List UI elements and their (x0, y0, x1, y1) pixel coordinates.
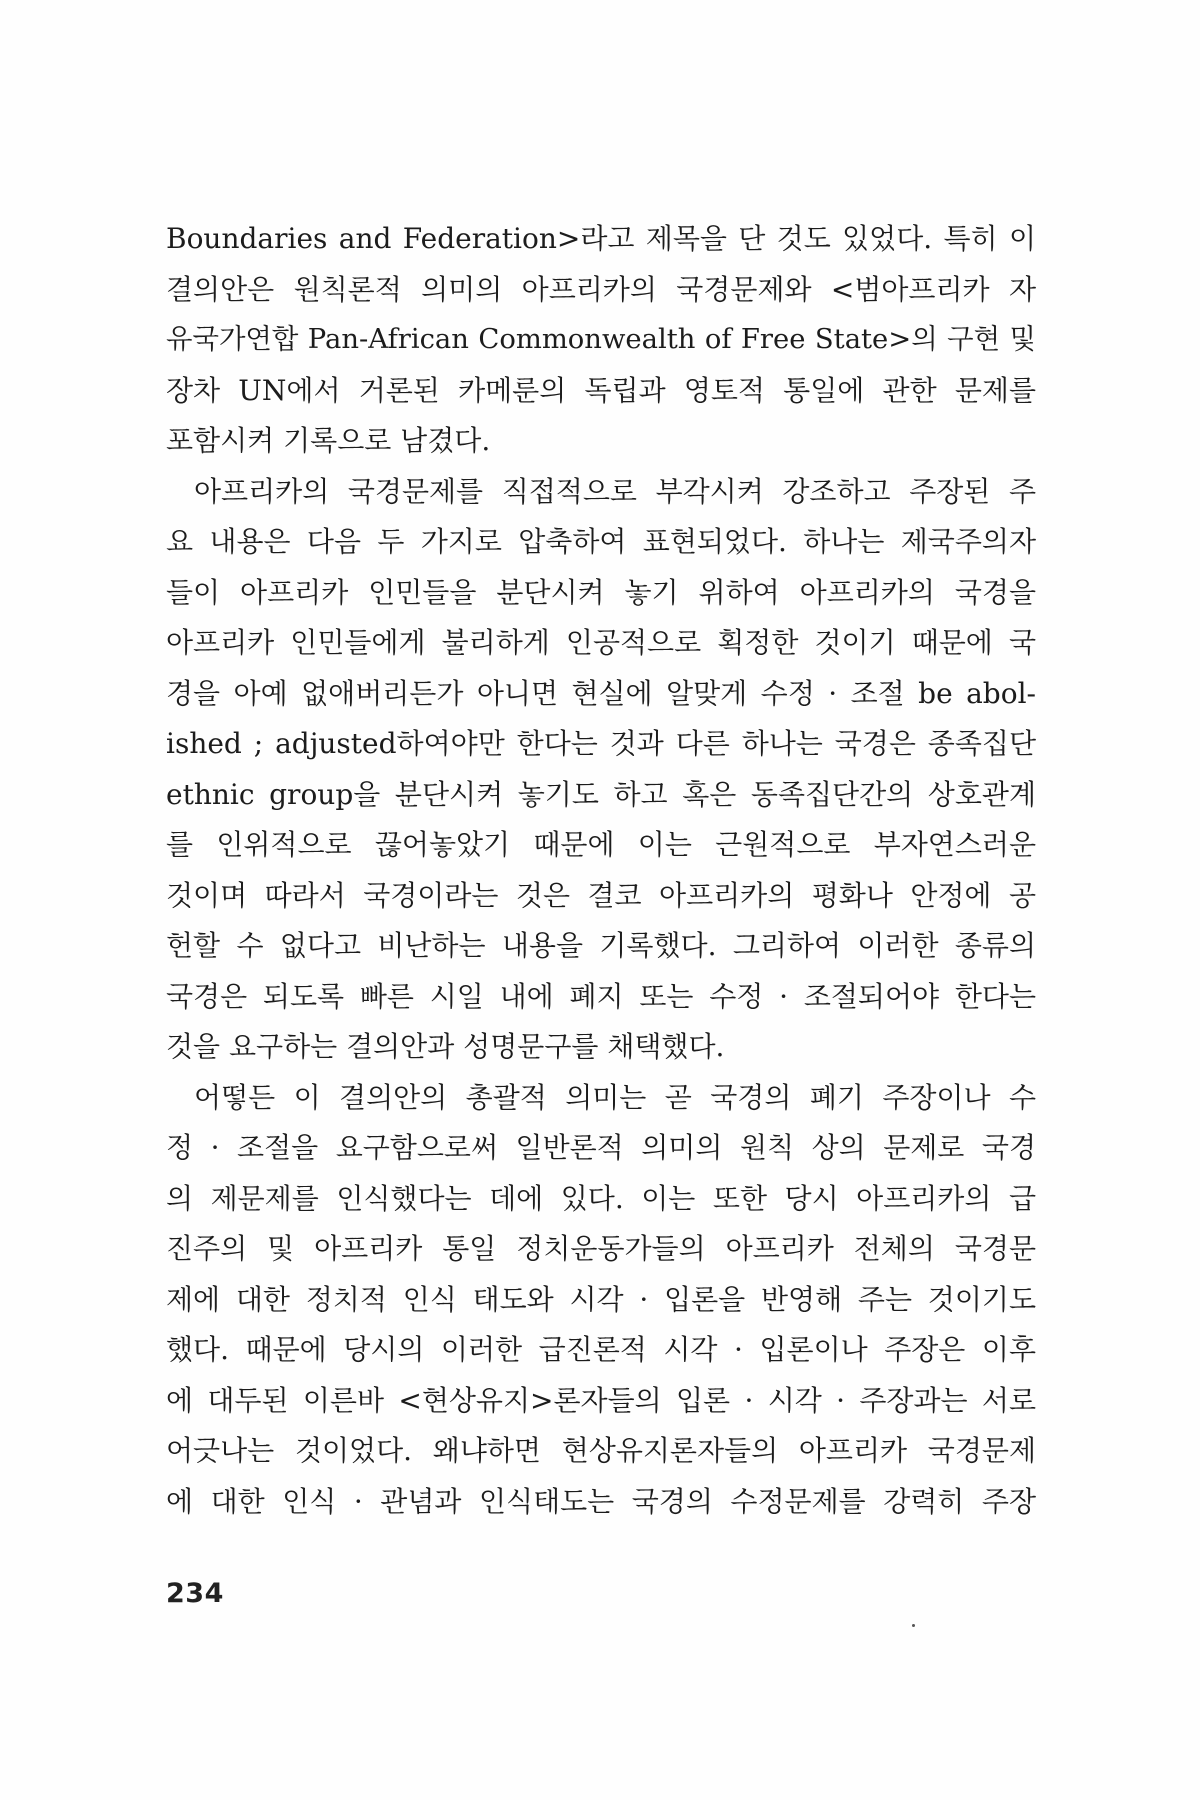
text-line: ethnic group을 분단시켜 놓기도 하고 혹은 동족집단간의 상호관계 (166, 777, 1036, 811)
text-line: 요 내용은 다음 두 가지로 압축하여 표현되었다. 하나는 제국주의자 (166, 525, 1036, 558)
page-number: 234 (166, 1578, 224, 1609)
text-line: 유국가연합 Pan-African Commonwealth of Free State>의 구현 및 (166, 324, 1036, 355)
text-line: Boundaries and Federation>라고 제목을 단 것도 있었다. 특히 이 (166, 222, 1036, 255)
text-line: 것을 요구하는 결의안과 성명문구를 채택했다. (166, 1030, 725, 1063)
text-line: 했다. 때문에 당시의 이러한 급진론적 시각 · 입론이나 주장은 이후 (166, 1333, 1036, 1366)
text-line: 것이며 따라서 국경이라는 것은 결코 아프리카의 평화나 안정에 공 (166, 878, 1036, 912)
text-line: 장차 UN에서 거론된 카메룬의 독립과 영토적 통일에 관한 문제를 (166, 373, 1036, 407)
text-line: 경을 아예 없애버리든가 아니면 현실에 알맞게 수정 · 조절 be abol- (166, 676, 1036, 710)
text-line: 들이 아프리카 인민들을 분단시켜 놓기 위하여 아프리카의 국경을 (166, 575, 1036, 609)
text-line: 어긋나는 것이었다. 왜냐하면 현상유지론자들의 아프리카 국경문제 (166, 1434, 1036, 1467)
body-text (166, 214, 1036, 1527)
text-line: 정 · 조절을 요구함으로써 일반론적 의미의 원칙 상의 문제로 국경 (166, 1131, 1036, 1164)
text-line: 국경은 되도록 빠른 시일 내에 폐지 또는 수정 · 조절되어야 한다는 (166, 979, 1036, 1013)
paragraph-start-line: 아프리카의 국경문제를 직접적으로 부각시켜 강조하고 주장된 주 (194, 474, 1036, 508)
text-line: ished ; adjusted하여야만 한다는 것과 다른 하나는 국경은 종족집단 (166, 727, 1036, 760)
text-line: 제에 대한 정치적 인식 태도와 시각 · 입론을 반영해 주는 것이기도 (166, 1282, 1036, 1316)
text-line: 를 인위적으로 끊어놓았기 때문에 이는 근원적으로 부자연스러운 (166, 828, 1036, 861)
text-line: 의 제문제를 인식했다는 데에 있다. 이는 또한 당시 아프리카의 급 (166, 1181, 1036, 1215)
paragraph-start-line: 어떻든 이 결의안의 총괄적 의미는 곧 국경의 폐기 주장이나 수 (194, 1080, 1036, 1114)
text-line: 결의안은 원칙론적 의미의 아프리카의 국경문제와 <범아프리카 자 (166, 272, 1036, 306)
scan-speck (912, 1624, 915, 1627)
text-line: 에 대한 인식 · 관념과 인식태도는 국경의 수정문제를 강력히 주장 (166, 1484, 1036, 1518)
text-line: 진주의 및 아프리카 통일 정치운동가들의 아프리카 전체의 국경문 (166, 1232, 1036, 1265)
text-line: 포함시켜 기록으로 남겼다. (166, 424, 491, 457)
text-line: 에 대두된 이른바 <현상유지>론자들의 입론 · 시각 · 주장과는 서로 (166, 1383, 1036, 1417)
text-line: 헌할 수 없다고 비난하는 내용을 기록했다. 그리하여 이러한 종류의 (166, 929, 1036, 962)
text-line: 아프리카 인민들에게 불리하게 인공적으로 획정한 것이기 때문에 국 (166, 626, 1036, 659)
